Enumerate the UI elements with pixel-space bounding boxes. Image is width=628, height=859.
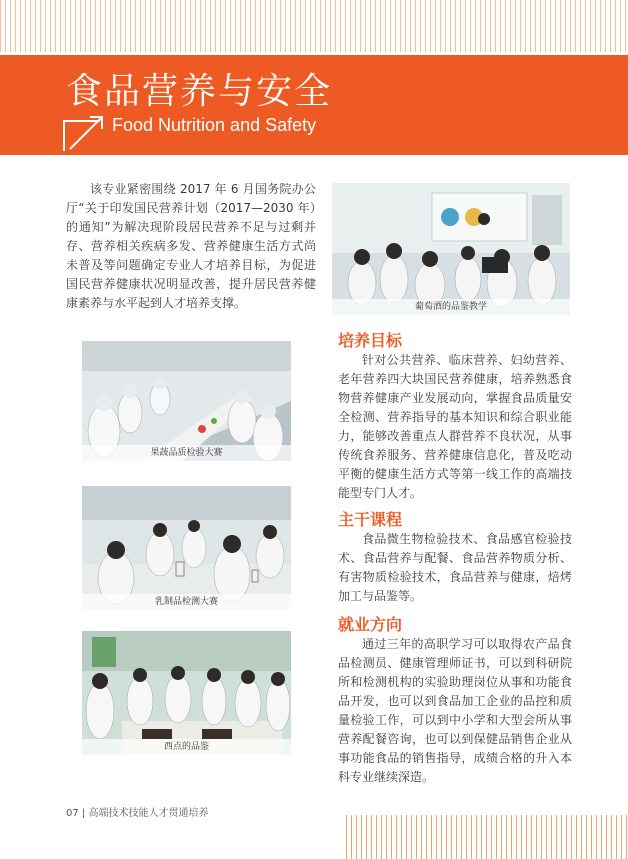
page-subtitle: Food Nutrition and Safety [112, 115, 317, 135]
section-text-goals: 针对公共营养、临床营养、妇幼营养、老年营养四大块国民营养健康，培养熟悉食物营养健康产业发展动向，掌握食品质量安全检测、营养指导的基本知识和综合职业能力，能够改善重点人群营养不良状况，从事传统食养服务、营养健康信息化，普及吃动平衡的健康生活方式等第一线工作的高端技能型专门人才。 [338, 353, 572, 500]
page-footer: 07 | 高端技术技能人才贯通培养 [66, 808, 209, 819]
lab-scene-image [82, 341, 291, 461]
title-banner [0, 55, 628, 155]
photo-pastry-tasting [82, 631, 291, 755]
section-text-courses: 食品微生物检验技术、食品感官检验技术、食品营养与配餐、食品营养物质分析、有害物质检验技术，食品营养与健康，焙烤加工与品鉴等。 [338, 532, 572, 603]
photo-caption: 果蔬品质检验大赛 [82, 445, 291, 461]
photo-wine-tasting [332, 183, 570, 315]
photo-caption: 西点的品鉴 [82, 739, 291, 755]
decorative-stripes-top [0, 0, 628, 52]
section-text-career: 通过三年的高职学习可以取得农产品食品检测员、健康管理师证书，可以到科研院所和检测机构的实验助理岗位从事和功能食品开发，也可以到食品加工企业的品控和质量检验工作，可以到中小学和大型会所从事营养配餐咨询，也可以到保健品销售企业从事功能食品的销售指导，成绩合格的升入本科专业继续深造。 [338, 637, 572, 784]
pastry-scene-image [82, 631, 291, 755]
intro-paragraph: 该专业紧密围绕 2017 年 6 月国务院办公厅“关于印发国民营养计划（2017—2030 年）的通知”为解决现阶段居民营养不足与过剩并存、营养相关疾病多发、营养健康生活方式尚未普及等问题确定专业人才培养目标，为促进国民营养健康状况明显改善，提升居民营养健康素养与水平起到人才培养支撑。 [66, 182, 316, 310]
photo-caption: 葡萄酒的品鉴教学 [332, 299, 570, 315]
lab-scene-image [82, 486, 291, 610]
section-heading-courses: 主干课程 [338, 510, 403, 529]
photo-fruit-vegetable-contest [82, 341, 291, 461]
photo-dairy-testing-contest [82, 486, 291, 610]
page-title: 食品营养与安全 [66, 71, 333, 112]
decorative-stripes-bottom [346, 815, 628, 859]
section-heading-goals: 培养目标 [338, 331, 403, 350]
classroom-scene-image [332, 183, 570, 315]
photo-caption: 乳制品检测大赛 [82, 594, 291, 610]
section-heading-career: 就业方向 [338, 615, 403, 634]
arrow-icon [62, 113, 108, 153]
